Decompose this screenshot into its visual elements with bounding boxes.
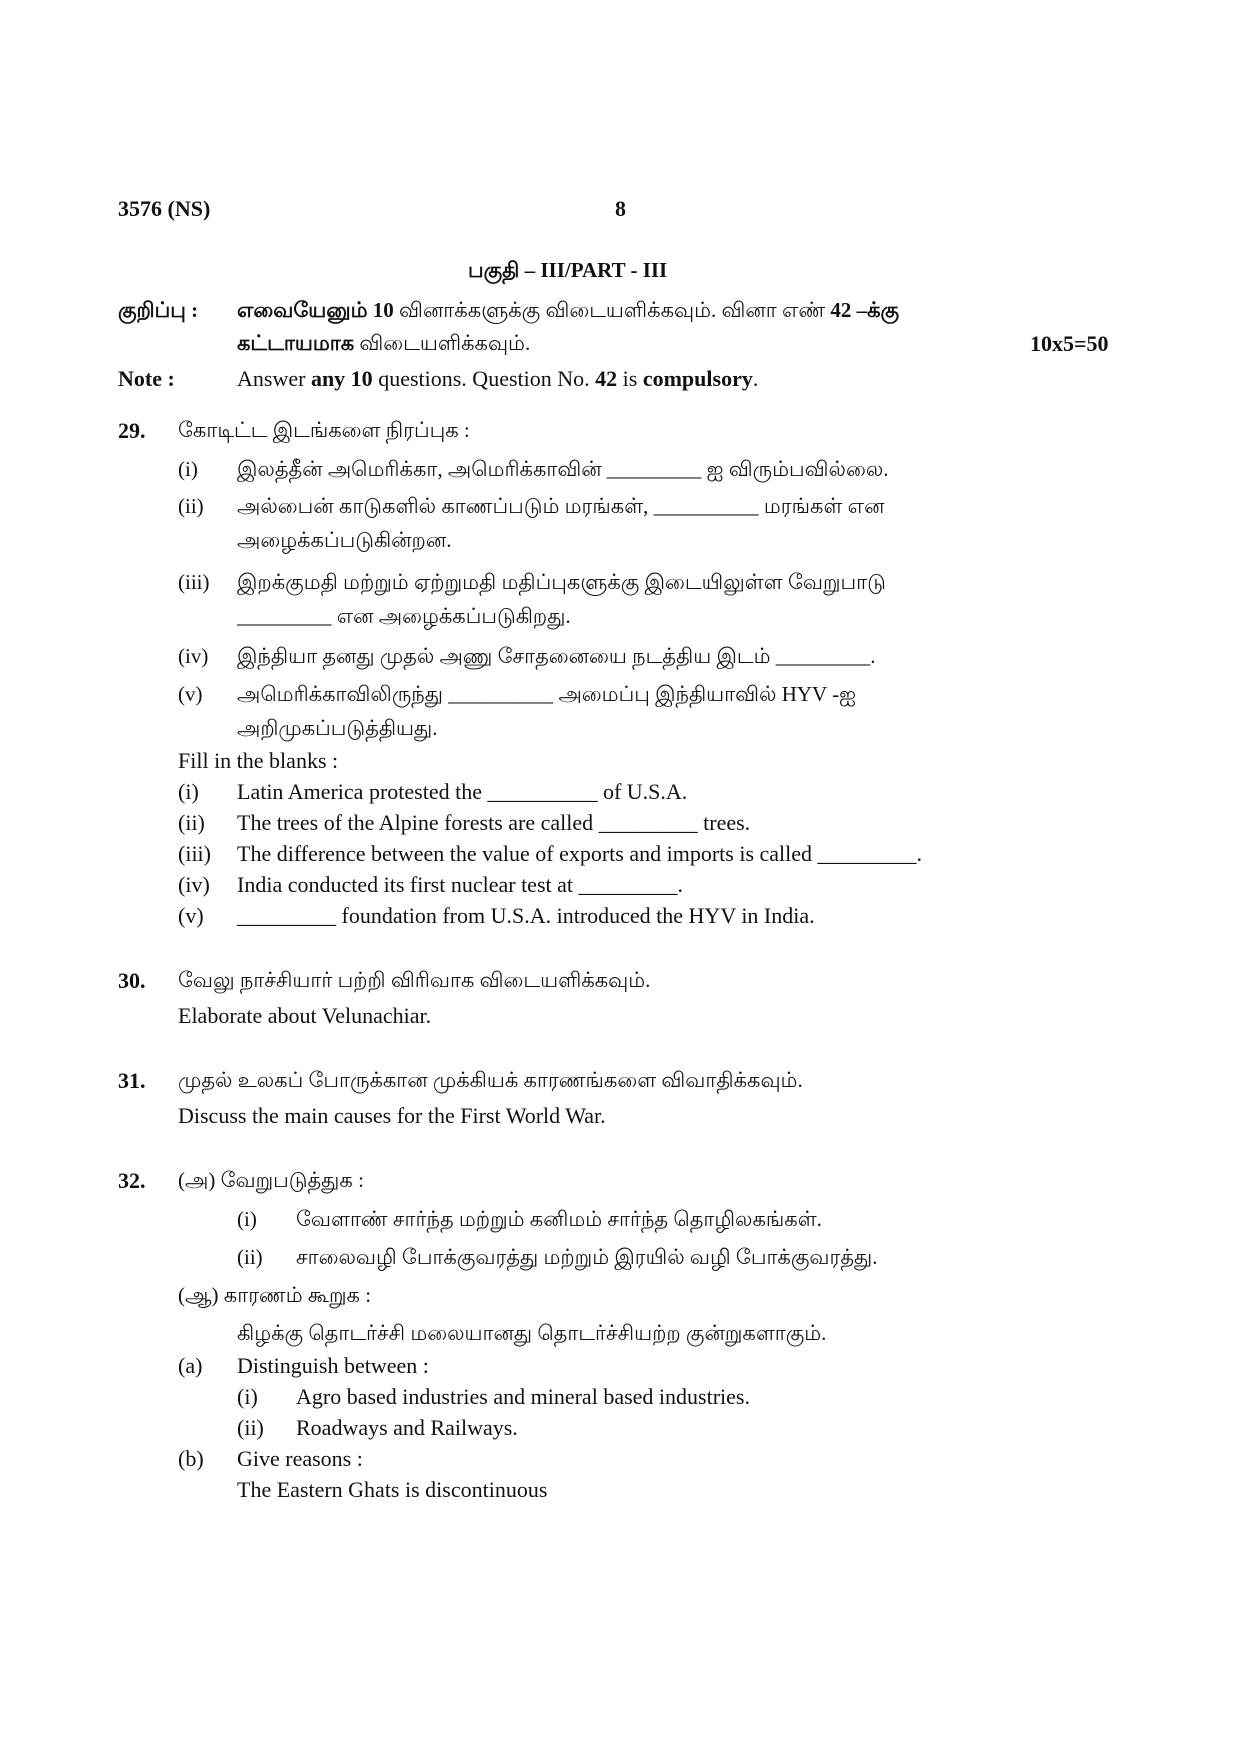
note-line2-tamil — [237, 331, 530, 358]
note-en-c: questions. Question No. — [372, 366, 596, 391]
q29-ta-item-i: இலத்தீன் அமெரிக்கா, அமெரிக்காவின் _________ ஐ விரும்பவில்லை. — [237, 457, 889, 481]
q32-ta-b-heading: (ஆ) காரணம் கூறுக : — [178, 1283, 372, 1307]
q32-en-a-item-ii: Roadways and Railways. — [296, 1415, 518, 1440]
note-compulsory-tamil: கட்டாயமாக — [237, 331, 355, 355]
exam-code: 3576 (NS) — [118, 196, 211, 221]
q32-en-b-heading: Give reasons : — [237, 1446, 363, 1471]
q32-ta-a-item-ii: சாலைவழி போக்குவரத்து மற்றும் இரயில் வழி போக்குவரத்து. — [296, 1245, 878, 1269]
note-english — [237, 366, 758, 392]
q32-ta-a-label-i: (i) — [237, 1207, 257, 1231]
page-number: 8 — [615, 196, 626, 221]
q31-english: Discuss the main causes for the First World War. — [178, 1103, 606, 1128]
q29-en-label-v: (v) — [178, 903, 204, 928]
q29-en-item-ii: The trees of the Alpine forests are called _________ trees. — [237, 810, 751, 835]
note-line2-text: விடையளிக்கவும். — [354, 331, 531, 355]
q29-en-item-iv: India conducted its first nuclear test at _________. — [237, 872, 683, 897]
q32-ta-b-text: கிழக்கு தொடர்ச்சி மலையானது தொடர்ச்சியற்ற குன்றுகளாகும். — [237, 1321, 827, 1345]
q32-en-a-item-i: Agro based industries and mineral based industries. — [296, 1384, 750, 1409]
q31-tamil: முதல் உலகப் போருக்கான முக்கியக் காரணங்களை விவாதிக்கவும். — [178, 1068, 803, 1092]
note-q42-tamil: 42 –க்கு — [830, 298, 900, 322]
q29-ta-label-iii: (iii) — [178, 570, 210, 594]
q32-ta-a-item-i: வேளாண் சார்ந்த மற்றும் கனிமம் சார்ந்த தொழிலகங்கள். — [296, 1207, 822, 1231]
q29-en-label-ii: (ii) — [178, 810, 205, 835]
q29-ta-item-ii-cont: அழைக்கப்படுகின்றன. — [237, 528, 452, 552]
note-en-g: . — [752, 366, 759, 391]
q29-en-label-iii: (iii) — [178, 841, 211, 866]
note-label-tamil: குறிப்பு : — [118, 298, 199, 322]
q32-en-a-label: (a) — [178, 1353, 203, 1378]
note-en-e: is — [617, 366, 643, 391]
q29-ta-label-iv: (iv) — [178, 644, 209, 668]
q29-ta-item-ii: அல்பைன் காடுகளில் காணப்படும் மரங்கள், __________ மரங்கள் என — [237, 494, 885, 518]
q29-heading-english: Fill in the blanks : — [178, 748, 339, 773]
q32-ta-a-label-ii: (ii) — [237, 1245, 263, 1269]
q32-en-a-heading: Distinguish between : — [237, 1353, 429, 1378]
q29-ta-label-v: (v) — [178, 682, 203, 706]
note-line1-text: வினாக்களுக்கு விடையளிக்கவும். வினா எண் — [393, 298, 831, 322]
part-title: பகுதி – III/PART - III — [468, 258, 668, 282]
note-en-42: 42 — [595, 366, 618, 391]
q32-en-a-label-i: (i) — [237, 1384, 258, 1409]
q29-en-item-iii: The difference between the value of exports and imports is called _________. — [237, 841, 923, 866]
question-number-31: 31. — [118, 1068, 146, 1093]
question-number-30: 30. — [118, 968, 146, 993]
note-line1-tamil — [237, 298, 899, 325]
q29-heading-tamil: கோடிட்ட இடங்களை நிரப்புக : — [178, 418, 470, 442]
q29-en-item-v: _________ foundation from U.S.A. introduced the HYV in India. — [237, 903, 815, 928]
q32-ta-a-heading: (அ) வேறுபடுத்துக : — [178, 1168, 364, 1192]
q29-en-label-iv: (iv) — [178, 872, 210, 897]
note-any10-tamil: எவையேனும் 10 — [237, 298, 394, 322]
note-en-any10: any 10 — [310, 366, 373, 391]
q32-en-b-text: The Eastern Ghats is discontinuous — [237, 1477, 548, 1502]
q32-en-a-label-ii: (ii) — [237, 1415, 264, 1440]
question-number-32: 32. — [118, 1168, 146, 1193]
note-en-compulsory: compulsory — [642, 366, 753, 391]
q30-tamil: வேலு நாச்சியார் பற்றி விரிவாக விடையளிக்கவும். — [178, 968, 651, 992]
q29-en-label-i: (i) — [178, 779, 199, 804]
question-number-29: 29. — [118, 418, 146, 443]
q29-en-item-i: Latin America protested the __________ of U.S.A. — [237, 779, 688, 804]
q30-english: Elaborate about Velunachiar. — [178, 1003, 432, 1028]
marks: 10x5=50 — [1030, 331, 1109, 356]
q29-ta-label-i: (i) — [178, 457, 198, 481]
q29-ta-label-ii: (ii) — [178, 494, 204, 518]
q29-ta-item-iii: இறக்குமதி மற்றும் ஏற்றுமதி மதிப்புகளுக்கு இடையிலுள்ள வேறுபாடு — [237, 570, 886, 594]
q29-ta-item-v-cont: அறிமுகப்படுத்தியது. — [237, 716, 438, 740]
note-label-english: Note : — [118, 366, 175, 391]
q29-ta-item-iii-cont: _________ என அழைக்கப்படுகிறது. — [237, 604, 571, 628]
q29-ta-item-v: அமெரிக்காவிலிருந்து __________ அமைப்பு இந்தியாவில் HYV -ஐ — [237, 682, 856, 706]
q32-en-b-label: (b) — [178, 1446, 204, 1471]
q29-ta-item-iv: இந்தியா தனது முதல் அணு சோதனையை நடத்திய இடம் _________. — [237, 644, 876, 668]
note-en-a: Answer — [237, 366, 311, 391]
